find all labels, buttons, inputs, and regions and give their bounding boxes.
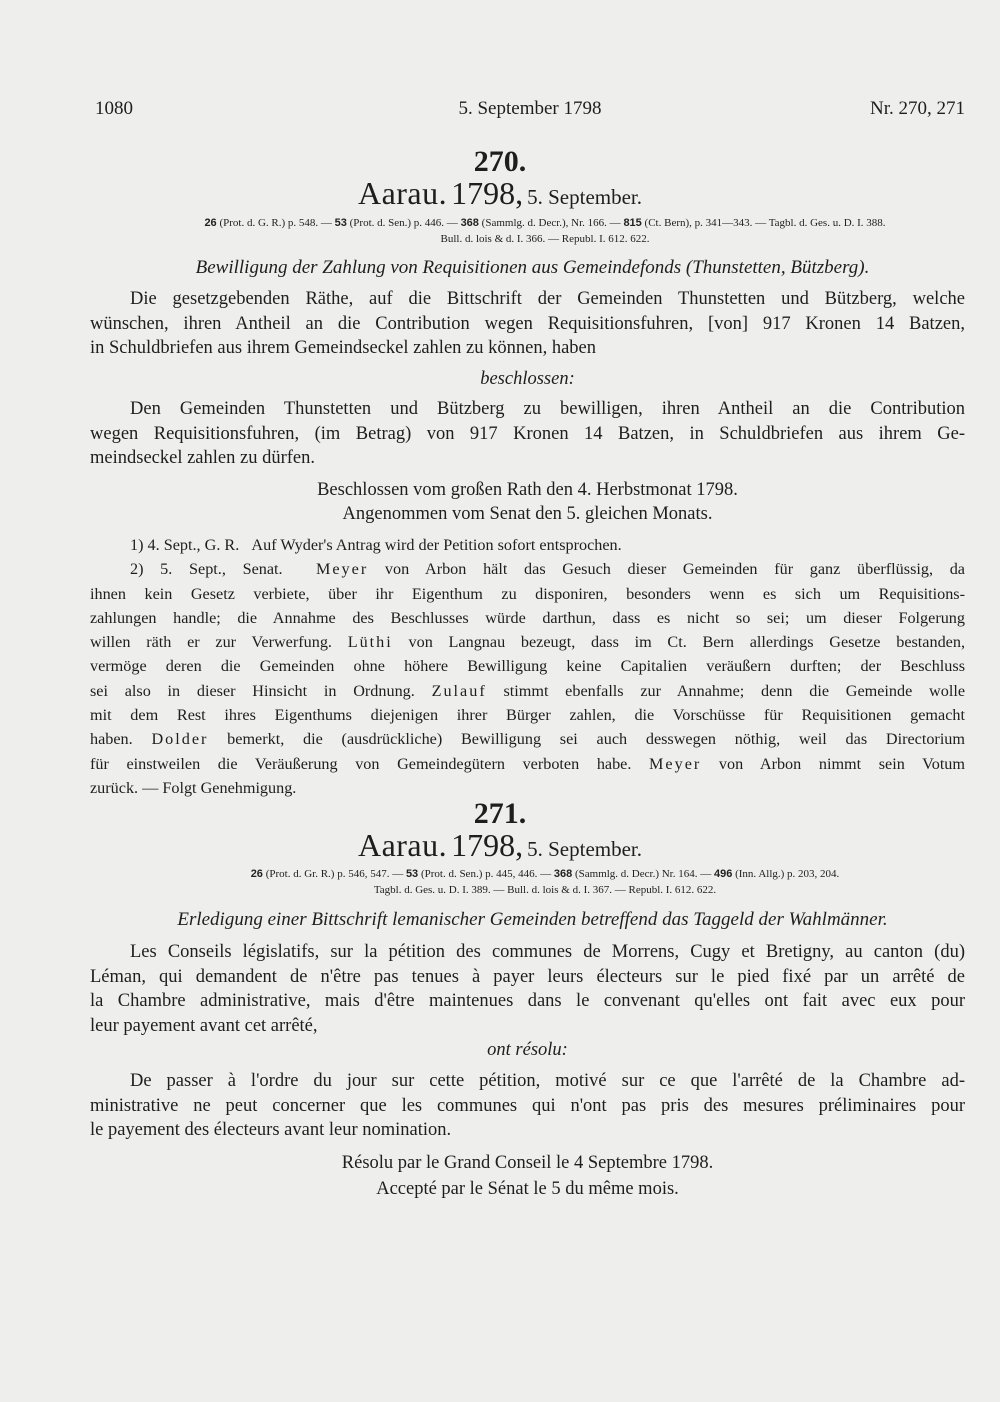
speaker-name: Meyer xyxy=(315,560,369,579)
doc-270-place: Aarau. xyxy=(357,175,448,211)
doc-271-sources-line-1: 26 (Prot. d. Gr. R.) p. 546, 547. — 53 (Prot. d. Sen.) p. 445, 446. — 368 (Sammlg. d. Decr.) Nr. 164. — 496 (Inn. Allg.) p. 203, 204. xyxy=(250,868,840,880)
note-2-line: sei also in dieser Hinsicht in Ordnung. Zulauf stimmt ebenfalls zur Annahme; denn die Gemeinde wolle xyxy=(90,681,966,700)
doc-271-dateline xyxy=(0,827,1000,864)
doc-270-sources-line-1: 26 (Prot. d. G. R.) p. 548. — 53 (Prot. d. Sen.) p. 446. — 368 (Sammlg. d. Decr.), Nr. 166. — 815 (Ct. Bern), p. 341—343. — Tagbl. d. Ges. u. D. I. 388. xyxy=(204,217,886,229)
preamble-line: la Chambre administrative, mais d'être maintenues dans le convenant qu'elles ont fait avec eux pour xyxy=(90,991,965,1012)
preamble-line: in Schuldbriefen aus ihrem Gemeindseckel zahlen zu können, haben xyxy=(90,338,597,359)
doc-270-resolved: beschlossen: xyxy=(480,369,575,389)
doc-271-year: 1798, xyxy=(451,827,524,863)
doc-270-preamble xyxy=(90,287,965,361)
note-2-line: vermöge deren die Gemeinden ohne höhere Bewilligung keine Capitalien veräußern durften; der Beschluss xyxy=(90,657,965,676)
doc-271-resolved: ont résolu: xyxy=(487,1040,568,1060)
note-2-line: zahlungen handle; die Annahme des Beschlusses würde darthun, dass es nicht so sei; um dieser Folgerung xyxy=(90,608,965,627)
doc-270-dateline xyxy=(0,175,1000,212)
doc-271-sources xyxy=(130,866,960,898)
resolution-line: le payement des électeurs avant leur nomination. xyxy=(90,1120,452,1141)
speaker-name: Dolder xyxy=(151,730,209,749)
speaker-name: Lüthi xyxy=(347,633,393,652)
preamble-line: Léman, qui demandent de n'être pas tenues à payer leurs électeurs sur le pied fixé par un arrêté de xyxy=(90,966,965,987)
doc-271-date: 5. September. xyxy=(527,837,643,861)
preamble-line: Les Conseils législatifs, sur la pétition des communes de Morrens, Cugy et Bretigny, au canton (du) xyxy=(130,942,965,962)
note-2-line: 2) 5. Sept., Senat. Meyer von Arbon hält das Gesuch dieser Gemeinden für ganz überflüssig, da xyxy=(130,560,965,579)
doc-271-sources-line-2: Tagbl. d. Ges. u. D. I. 389. — Bull. d. lois & d. I. 367. — Republ. I. 612. 622. xyxy=(373,884,717,896)
doc-271-preamble xyxy=(90,940,965,1039)
preamble-line: leur payement avant cet arrêté, xyxy=(90,1016,318,1037)
preamble-line: wünschen, ihren Antheil an die Contribution wegen Requisitionsfuhren, [von] 917 Kronen 14 Batzen, xyxy=(90,313,965,334)
resolution-line: ministrative ne peut concerner que les communes qui n'ont pas pris des mesures préliminaires pour xyxy=(90,1095,965,1116)
resolution-line: Den Gemeinden Thunstetten und Bützberg zu bewilligen, ihren Antheil an die Contribution xyxy=(130,399,965,419)
note-2-line: haben. Dolder bemerkt, die (ausdrückliche) Bewilligung sei auch desswegen nöthig, weil das Directorium xyxy=(90,730,965,749)
note-2-line: mit dem Rest ihres Eigenthums diejenigen ihrer Bürger zahlen, die Vorschüsse für Requisitionen gemacht xyxy=(90,706,965,725)
doc-270-closing-2: Angenommen vom Senat den 5. gleichen Monats. xyxy=(342,504,713,524)
speaker-name: Meyer xyxy=(649,754,702,773)
doc-271-closing-2: Accepté par le Sénat le 5 du même mois. xyxy=(376,1179,679,1199)
doc-270-title: Bewilligung der Zahlung von Requisitionen aus Gemeindefonds (Thunstetten, Bützberg). xyxy=(195,257,870,278)
note-2-line: ihnen kein Gesetz verbiete, über ihr Eigenthum zu disponiren, besonders wenn es sich um Requisitions- xyxy=(90,584,965,603)
running-head-numbers: Nr. 270, 271 xyxy=(870,98,965,119)
running-head-date: 5. September 1798 xyxy=(458,98,602,119)
doc-271-place: Aarau. xyxy=(357,827,448,863)
resolution-line: meindseckel zahlen zu dürfen. xyxy=(90,448,315,469)
doc-270-sources xyxy=(130,215,960,247)
speaker-name: Zulauf xyxy=(431,681,487,700)
doc-271-closing-1: Résolu par le Grand Conseil le 4 Septembre 1798. xyxy=(341,1153,714,1173)
doc-271-number: 271. xyxy=(473,797,527,830)
preamble-line: Die gesetzgebenden Räthe, auf die Bittschrift der Gemeinden Thunstetten und Bützberg, welche xyxy=(130,289,965,309)
running-head xyxy=(95,98,965,124)
page-number: 1080 xyxy=(95,98,133,119)
resolution-line: wegen Requisitionsfuhren, (im Betrag) von 917 Kronen 14 Batzen, in Schuldbriefen aus ihrem Ge- xyxy=(90,423,965,444)
note-2-line: zurück. — Folgt Genehmigung. xyxy=(90,778,297,797)
note-2-line: willen räth er zur Verwerfung. Lüthi von Langnau bezeugt, dass im Ct. Bern allerdings Gesetze bestanden, xyxy=(90,633,965,652)
note-1: 1) 4. Sept., G. R. Auf Wyder's Antrag wird der Petition sofort entsprochen. xyxy=(130,536,622,554)
doc-270-resolution xyxy=(90,397,965,471)
doc-270-date: 5. September. xyxy=(527,185,643,209)
doc-270-sources-line-2: Bull. d. lois & d. I. 366. — Republ. I. 612. 622. xyxy=(440,233,650,245)
doc-271-resolution xyxy=(90,1069,965,1143)
resolution-line: De passer à l'ordre du jour sur cette pétition, motivé sur ce que l'arrêté de la Chambre ad- xyxy=(130,1071,965,1091)
doc-270-number: 270. xyxy=(473,145,527,178)
doc-270-year: 1798, xyxy=(451,175,524,211)
doc-271-title: Erledigung einer Bittschrift lemanischer Gemeinden betreffend das Taggeld der Wahlmänner. xyxy=(177,909,888,930)
note-2-line: für einstweilen die Veräußerung von Gemeindegütern verboten habe. Meyer von Arbon nimmt sein Votum xyxy=(90,754,965,773)
doc-270-notes xyxy=(90,533,965,800)
doc-270-closing-1: Beschlossen vom großen Rath den 4. Herbstmonat 1798. xyxy=(317,480,738,500)
